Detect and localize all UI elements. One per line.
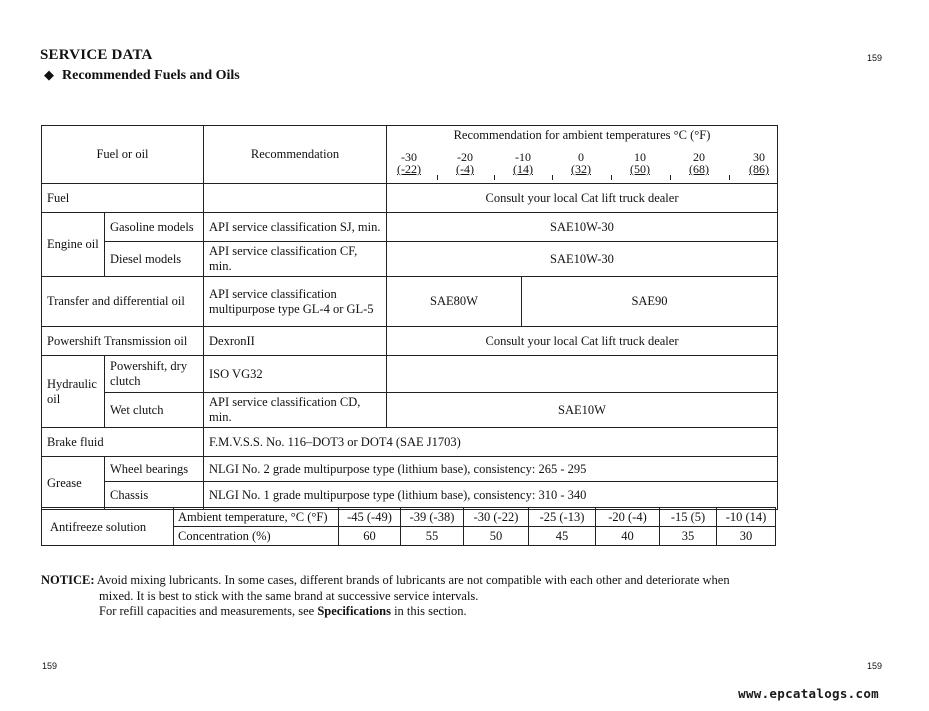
- header-fuel-or-oil: Fuel or oil: [42, 126, 204, 184]
- transfer-rec: API service classification multipurpose type GL-4 or GL-5: [204, 277, 387, 327]
- temperature-tick-fahrenheit: (-22): [397, 162, 421, 176]
- row-label-transfer: Transfer and differential oil: [42, 277, 204, 327]
- section-subtitle: [44, 67, 240, 84]
- antifreeze-temp-cell: -45 (-49): [339, 508, 401, 527]
- hydraulic-dry-label: Powershift, dry clutch: [105, 356, 204, 393]
- hydraulic-wet-label: Wet clutch: [105, 393, 204, 428]
- engine-diesel-rec: API service classification CF, min.: [204, 242, 387, 277]
- temperature-tick-fahrenheit: (-4): [456, 162, 474, 176]
- antifreeze-temp-label: Ambient temperature, °C (°F): [174, 508, 339, 527]
- temperature-tick-celsius: -30: [401, 150, 417, 164]
- table-row: [42, 356, 778, 393]
- antifreeze-conc-cell: 50: [464, 527, 529, 546]
- antifreeze-temp-cell: -15 (5): [660, 508, 717, 527]
- grease-chassis-label: Chassis: [105, 482, 204, 510]
- temperature-scale: [392, 151, 772, 181]
- row-label-powershift: Powershift Transmission oil: [42, 327, 204, 356]
- transfer-range-b: SAE90: [522, 277, 778, 327]
- temperature-tick-fahrenheit: (50): [630, 162, 650, 176]
- notice-label: NOTICE:: [41, 573, 95, 587]
- antifreeze-temp-row: [42, 508, 776, 527]
- scale-tick-mark: [729, 175, 730, 180]
- temperature-tick-fahrenheit: (32): [571, 162, 591, 176]
- temperature-tick-fahrenheit: (68): [689, 162, 709, 176]
- engine-gasoline-range: SAE10W-30: [387, 213, 778, 242]
- notice-text-2: mixed. It is best to stick with the same brand at successive service intervals.: [99, 588, 479, 603]
- temperature-tick: [682, 151, 716, 175]
- notice-text-1: Avoid mixing lubricants. In some cases, different brands of lubricants are not compatible with each other and deteriorate when: [96, 573, 730, 587]
- engine-gasoline-label: Gasoline models: [105, 213, 204, 242]
- table-row: [42, 428, 778, 457]
- antifreeze-temp-cell: -39 (-38): [401, 508, 464, 527]
- antifreeze-conc-cell: 35: [660, 527, 717, 546]
- antifreeze-temp-cell: -10 (14): [717, 508, 776, 527]
- table-header-row: [42, 126, 778, 184]
- specifications-reference: Specifications: [317, 604, 391, 618]
- temperature-tick-celsius: -10: [515, 150, 531, 164]
- powershift-rec: DexronII: [204, 327, 387, 356]
- engine-diesel-range: SAE10W-30: [387, 242, 778, 277]
- table-row: [42, 213, 778, 242]
- notice-line-3: [41, 604, 801, 620]
- temperature-tick: [564, 151, 598, 175]
- hydraulic-wet-range: SAE10W: [387, 393, 778, 428]
- table-row: [42, 393, 778, 428]
- header-recommendation: Recommendation: [204, 126, 387, 184]
- scale-tick-mark: [494, 175, 495, 180]
- row-label-fuel: Fuel: [42, 184, 204, 213]
- antifreeze-conc-cell: 60: [339, 527, 401, 546]
- temperature-tick: [506, 151, 540, 175]
- temperature-tick-fahrenheit: (14): [513, 162, 533, 176]
- header-temperature: [387, 126, 778, 184]
- powershift-range: Consult your local Cat lift truck dealer: [387, 327, 778, 356]
- row-label-grease: Grease: [42, 457, 105, 510]
- temperature-tick: [392, 151, 426, 175]
- brake-rec: F.M.V.S.S. No. 116–DOT3 or DOT4 (SAE J1703): [204, 428, 778, 457]
- scale-tick-mark: [437, 175, 438, 180]
- antifreeze-conc-label: Concentration (%): [174, 527, 339, 546]
- page-number-bottom-right: 159: [866, 661, 882, 671]
- row-label-hydraulic: Hydraulic oil: [42, 356, 105, 428]
- notice-text-3b: in this section.: [390, 604, 467, 618]
- hydraulic-wet-rec: API service classification CD, min.: [204, 393, 387, 428]
- row-label-engine-oil: Engine oil: [42, 213, 105, 277]
- table-row: [42, 327, 778, 356]
- temperature-header-label: Recommendation for ambient temperatures °C (°F): [453, 128, 711, 142]
- fuel-recommendation: [204, 184, 387, 213]
- hydraulic-dry-range: [387, 356, 778, 393]
- antifreeze-conc-cell: 40: [596, 527, 660, 546]
- temperature-tick: [448, 151, 482, 175]
- row-label-brake: Brake fluid: [42, 428, 204, 457]
- table-row: [42, 482, 778, 510]
- notice-line-1: [41, 573, 801, 589]
- grease-wheel-rec: NLGI No. 2 grade multipurpose type (lithium base), consistency: 265 - 295: [204, 457, 778, 482]
- page-title: SERVICE DATA: [40, 47, 153, 63]
- diamond-bullet-icon: ◆: [44, 67, 54, 82]
- temperature-tick-celsius: -20: [457, 150, 473, 164]
- engine-diesel-label: Diesel models: [105, 242, 204, 277]
- table-row: [42, 277, 778, 327]
- scale-tick-mark: [670, 175, 671, 180]
- fuels-oils-table: [41, 125, 778, 510]
- antifreeze-temp-cell: -30 (-22): [464, 508, 529, 527]
- grease-chassis-rec: NLGI No. 1 grade multipurpose type (lithium base), consistency: 310 - 340: [204, 482, 778, 510]
- antifreeze-temp-cell: -25 (-13): [529, 508, 596, 527]
- scale-tick-mark: [552, 175, 553, 180]
- hydraulic-dry-rec: ISO VG32: [204, 356, 387, 393]
- temperature-tick: [742, 151, 776, 175]
- notice-text-3a: For refill capacities and measurements, see: [99, 604, 318, 618]
- page-number-bottom-left: 159: [42, 661, 58, 671]
- table-row: [42, 457, 778, 482]
- antifreeze-conc-cell: 55: [401, 527, 464, 546]
- fuel-range: Consult your local Cat lift truck dealer: [387, 184, 778, 213]
- temperature-tick: [623, 151, 657, 175]
- transfer-range-a: SAE80W: [387, 277, 522, 327]
- antifreeze-label: Antifreeze solution: [42, 508, 174, 546]
- antifreeze-table: [41, 507, 776, 546]
- temperature-tick-fahrenheit: (86): [749, 162, 769, 176]
- watermark-url[interactable]: www.epcatalogs.com: [738, 686, 879, 701]
- table-row: [42, 184, 778, 213]
- section-subtitle-text: Recommended Fuels and Oils: [62, 68, 240, 83]
- table-row: [42, 242, 778, 277]
- temperature-tick-celsius: 30: [753, 150, 765, 164]
- engine-gasoline-rec: API service classification SJ, min.: [204, 213, 387, 242]
- scale-tick-mark: [611, 175, 612, 180]
- grease-wheel-label: Wheel bearings: [105, 457, 204, 482]
- antifreeze-conc-cell: 45: [529, 527, 596, 546]
- antifreeze-temp-cell: -20 (-4): [596, 508, 660, 527]
- notice-block: [41, 573, 801, 620]
- temperature-tick-celsius: 20: [693, 150, 705, 164]
- antifreeze-conc-cell: 30: [717, 527, 776, 546]
- page-number-top: 159: [866, 53, 882, 63]
- temperature-tick-celsius: 10: [634, 150, 646, 164]
- temperature-tick-celsius: 0: [578, 150, 584, 164]
